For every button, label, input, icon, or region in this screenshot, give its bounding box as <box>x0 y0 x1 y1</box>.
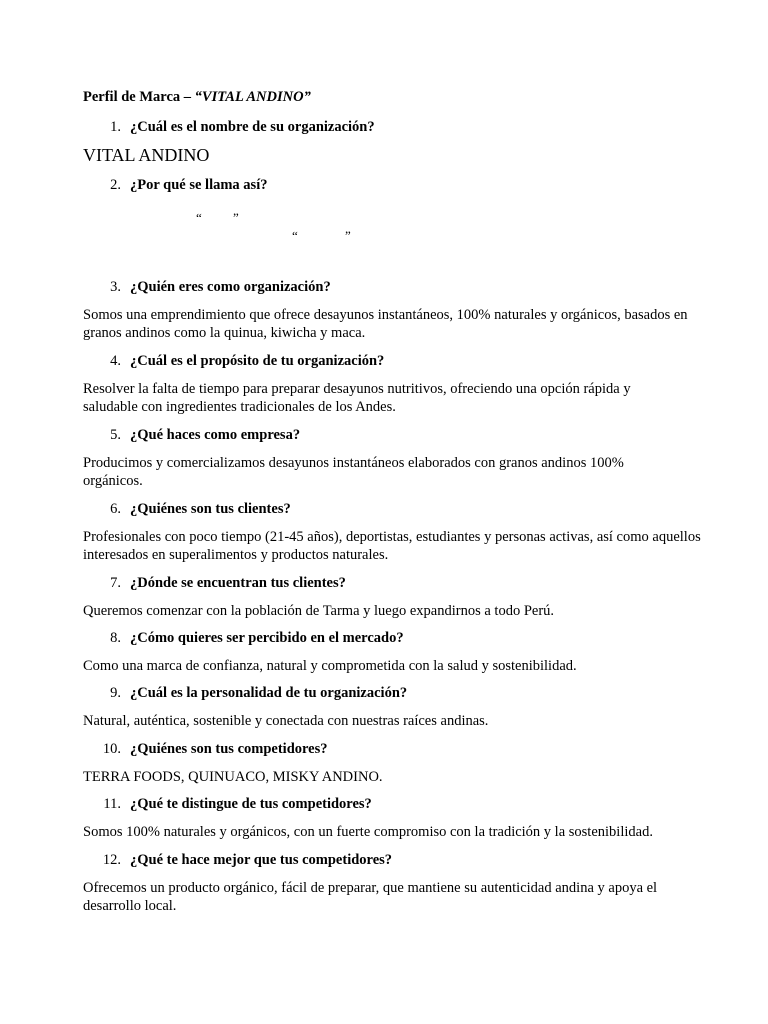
answer-6: Profesionales con poco tiempo (21-45 años), deportistas, estudiantes y personas activas, así como aquellos interesados en superalimentos y productos naturales. <box>83 529 701 563</box>
quote-open-2: “ <box>292 228 298 243</box>
question-number: 9. <box>110 685 121 701</box>
question-number: 12. <box>102 852 121 868</box>
question-7 <box>110 575 346 592</box>
answer-7: Queremos comenzar con la población de Tarma y luego expandirnos a todo Perú. <box>83 603 555 619</box>
question-number: 8. <box>110 630 121 646</box>
question-number: 6. <box>110 501 121 517</box>
question-text: ¿Quiénes son tus clientes? <box>130 501 291 517</box>
question-2 <box>110 177 268 194</box>
answer-10: TERRA FOODS, QUINUACO, MISKY ANDINO. <box>83 769 383 785</box>
question-12 <box>102 852 393 869</box>
title-brand: “VITAL ANDINO” <box>194 89 311 105</box>
question-10 <box>102 741 328 758</box>
question-8 <box>110 630 404 647</box>
question-9 <box>110 685 408 702</box>
question-6 <box>110 501 291 518</box>
question-number: 11. <box>103 796 121 812</box>
question-number: 5. <box>110 427 121 443</box>
question-number: 7. <box>110 575 121 591</box>
question-number: 3. <box>110 279 121 295</box>
question-number: 2. <box>110 177 121 193</box>
question-text: ¿Cuál es el propósito de tu organización? <box>130 353 385 369</box>
brand-name: VITAL ANDINO <box>83 145 210 165</box>
question-1 <box>110 119 375 136</box>
answer-11: Somos 100% naturales y orgánicos, con un fuerte compromiso con la tradición y la sostenibilidad. <box>83 824 653 840</box>
question-text: ¿Dónde se encuentran tus clientes? <box>130 575 346 591</box>
title-prefix: Perfil de Marca – <box>83 89 195 105</box>
question-number: 4. <box>110 353 121 369</box>
question-4 <box>110 353 385 370</box>
question-text: ¿Quién eres como organización? <box>130 279 331 295</box>
question-text: ¿Quiénes son tus competidores? <box>130 741 328 757</box>
question-text: ¿Cómo quieres ser percibido en el mercado? <box>130 630 404 646</box>
question-number: 1. <box>110 119 121 135</box>
question-text: ¿Qué te hace mejor que tus competidores? <box>130 852 393 868</box>
answer-9: Natural, auténtica, sostenible y conectada con nuestras raíces andinas. <box>83 713 489 729</box>
question-number: 10. <box>102 741 121 757</box>
question-text: ¿Cuál es el nombre de su organización? <box>130 119 375 135</box>
answer-5: Producimos y comercializamos desayunos instantáneos elaborados con granos andinos 100% orgánicos. <box>83 455 624 489</box>
question-text: ¿Cuál es la personalidad de tu organización? <box>130 685 408 701</box>
quote-open-1: “ <box>196 210 202 225</box>
quote-close-1: ” <box>233 210 239 225</box>
question-text: ¿Qué haces como empresa? <box>130 427 301 443</box>
document-title <box>83 89 311 106</box>
question-11 <box>103 796 372 813</box>
question-5 <box>110 427 301 444</box>
question-text: ¿Por qué se llama así? <box>130 177 268 193</box>
answer-3: Somos una emprendimiento que ofrece desayunos instantáneos, 100% naturales y orgánicos, basados en granos andinos como la quinua, kiwicha y maca. <box>83 307 688 341</box>
question-3 <box>110 279 331 296</box>
question-text: ¿Qué te distingue de tus competidores? <box>130 796 372 812</box>
answer-4: Resolver la falta de tiempo para preparar desayunos nutritivos, ofreciendo una opción rápida y saludable con ingredientes tradicionales de los Andes. <box>83 381 631 415</box>
answer-8: Como una marca de confianza, natural y comprometida con la salud y sostenibilidad. <box>83 658 577 674</box>
answer-12: Ofrecemos un producto orgánico, fácil de preparar, que mantiene su autenticidad andina y apoya el desarrollo local. <box>83 880 658 914</box>
quote-close-2: ” <box>345 228 351 243</box>
